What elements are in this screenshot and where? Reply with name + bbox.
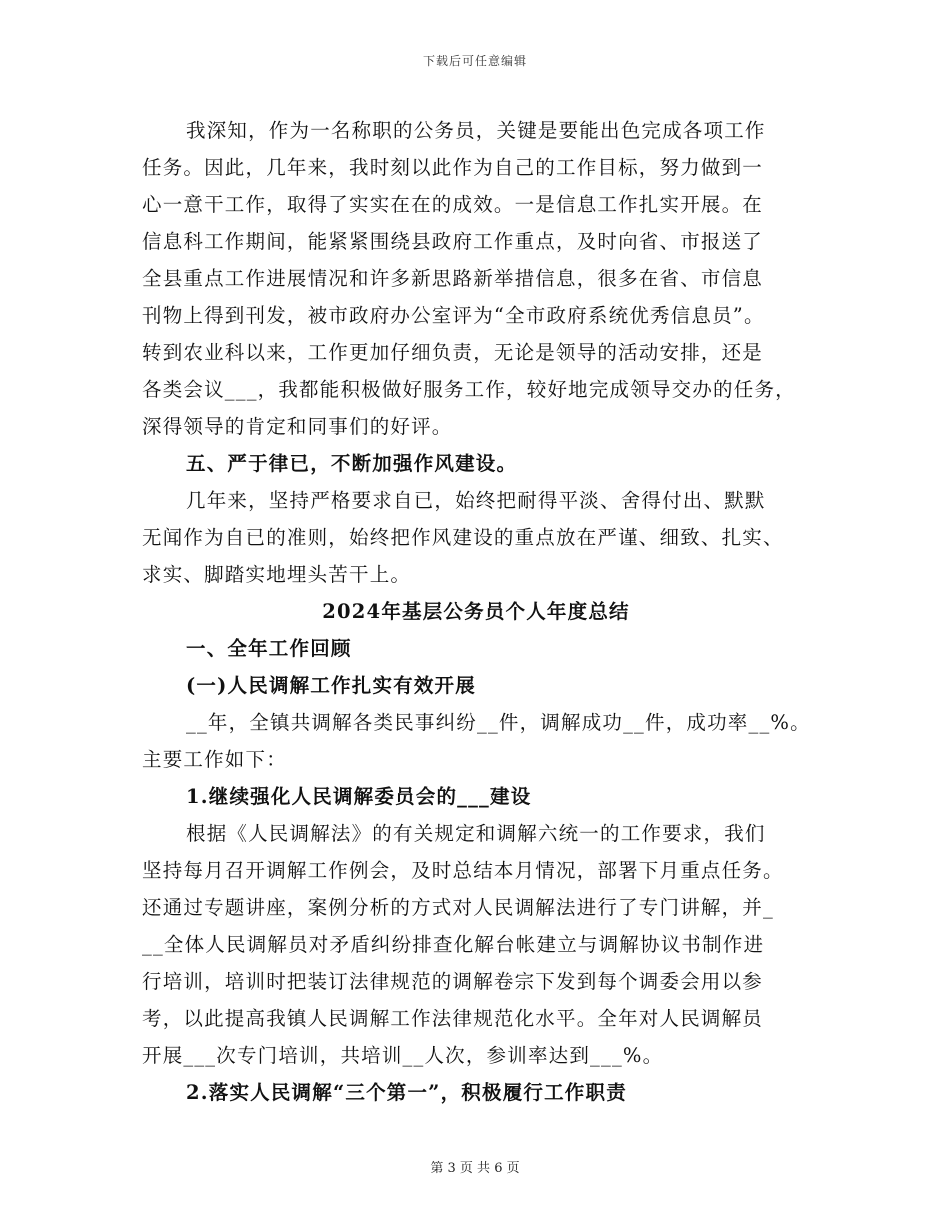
heading-line: 五、严于律已，不断加强作风建设。 xyxy=(186,452,518,475)
text-line: 任务。因此，几年来，我时刻以此作为自己的工作目标，努力做到一 xyxy=(142,156,764,179)
document-body xyxy=(142,112,810,1111)
text-line: 考，以此提高我镇人民调解工作法律规范化水平。全年对人民调解员 xyxy=(142,1007,764,1030)
text-line: 信息科工作期间，能紧紧围绕县政府工作重点，及时向省、市报送了 xyxy=(142,230,764,253)
heading-line: 1.继续强化人民调解委员会的___建设 xyxy=(186,785,532,808)
page-header: 下载后可任意编辑 xyxy=(422,54,527,68)
text-line: 主要工作如下： xyxy=(142,748,287,771)
text-line: 几年来，坚持严格要求自已，始终把耐得平淡、舍得付出、默默 xyxy=(186,489,766,512)
heading-line: 2.落实人民调解“三个第一”，积极履行工作职责 xyxy=(186,1081,627,1104)
text-line: 各类会议___，我都能积极做好服务工作，较好地完成领导交办的任务， xyxy=(142,378,796,401)
text-line: 还通过专题讲座，案例分析的方式对人民调解法进行了专门讲解，并_ xyxy=(142,896,774,919)
page-footer: 第 3 页 共 6 页 xyxy=(430,1161,520,1176)
text-line: 心一意干工作，取得了实实在在的成效。一是信息工作扎实开展。在 xyxy=(142,193,764,216)
text-line: 坚持每月召开调解工作例会，及时总结本月情况，部署下月重点任务。 xyxy=(142,859,784,882)
text-line: 转到农业科以来，工作更加仔细负责，无论是领导的活动安排，还是 xyxy=(142,341,764,364)
section-title: 2024年基层公务员个人年度总结 xyxy=(322,600,630,623)
text-line: 刊物上得到刊发，被市政府办公室评为“全市政府系统优秀信息员”。 xyxy=(142,304,765,327)
text-line: 行培训，培训时把装订法律规范的调解卷宗下发到每个调委会用以参 xyxy=(142,970,764,993)
text-line: 开展___次专门培训，共培训__人次，参训率达到___%。 xyxy=(142,1044,664,1067)
heading-line: 一、全年工作回顾 xyxy=(186,637,352,660)
text-line: __全体人民调解员对矛盾纠纷排查化解台帐建立与调解协议书制作进 xyxy=(142,933,765,956)
text-line: __年，全镇共调解各类民事纠纷__件，调解成功__件，成功率__%。 xyxy=(186,711,811,734)
text-line: 根据《人民调解法》的有关规定和调解六统一的工作要求，我们 xyxy=(186,822,766,845)
text-line: 无闻作为自已的准则，始终把作风建设的重点放在严谨、细致、扎实、 xyxy=(142,526,784,549)
heading-line: (一)人民调解工作扎实有效开展 xyxy=(186,674,476,697)
text-line: 全县重点工作进展情况和许多新思路新举措信息，很多在省、市信息 xyxy=(142,267,764,290)
text-line: 我深知，作为一名称职的公务员，关键是要能出色完成各项工作 xyxy=(186,119,766,142)
text-line: 求实、脚踏实地埋头苦干上。 xyxy=(142,563,412,586)
text-line: 深得领导的肯定和同事们的好评。 xyxy=(142,415,453,438)
